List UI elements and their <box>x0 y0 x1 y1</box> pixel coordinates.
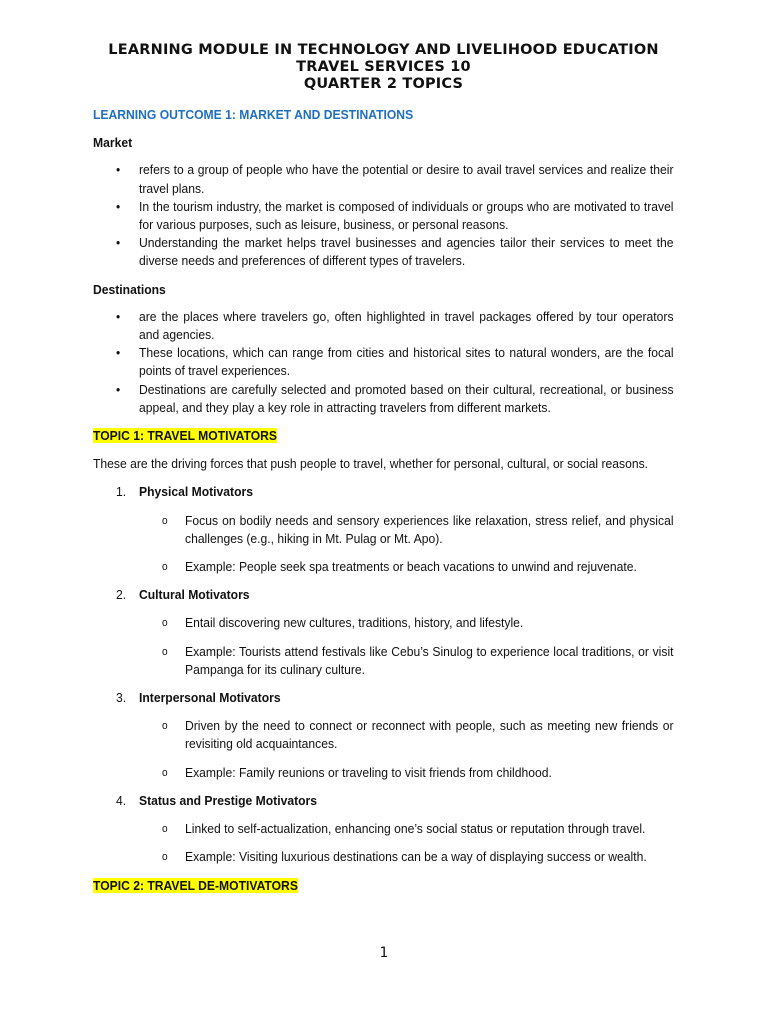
header-line-1: LEARNING MODULE IN TECHNOLOGY AND LIVELIHOOD EDUCATION <box>108 42 659 58</box>
circle-bullet-icon: o <box>162 561 168 574</box>
circle-bullet-icon: o <box>162 720 168 733</box>
item-number: 4. <box>116 792 127 808</box>
circle-bullet-icon: o <box>162 766 168 779</box>
circle-bullet-icon: o <box>162 851 168 864</box>
list-item: • These locations, which can range from cities and historical sites to natural wonders, are the focal points of travel experiences. <box>116 345 674 379</box>
document-page <box>93 42 674 895</box>
item-number: 2. <box>116 587 127 603</box>
list-item: o Focus on bodily needs and sensory experiences like relaxation, stress relief, and physical challenges (e.g., hiking in Mt. Pulag or Mt. Apo). <box>162 512 674 546</box>
bullet-icon: • <box>116 162 121 178</box>
list-item: o Driven by the need to connect or reconnect with people, such as meeting new friends or revisiting old acquaintances. <box>162 718 674 752</box>
list-item: • Understanding the market helps travel businesses and agencies tailor their services to meet the diverse needs and preferences of different types of travelers. <box>116 235 674 269</box>
document-header <box>93 42 674 93</box>
motivator-points <box>139 614 674 679</box>
list-item: • In the tourism industry, the market is composed of individuals or groups who are motivated to travel for various purposes, such as leisure, business, or personal reasons. <box>116 198 674 233</box>
motivator-title: Status and Prestige Motivators <box>139 792 317 808</box>
item-number: 1. <box>116 484 127 500</box>
list-item: o Entail discovering new cultures, traditions, history, and lifestyle. <box>139 614 674 632</box>
motivators-list <box>93 483 674 866</box>
motivator-points <box>139 820 674 866</box>
circle-bullet-icon: o <box>162 823 168 836</box>
list-item: o Example: Visiting luxurious destinations can be a way of displaying success or wealth. <box>139 848 674 866</box>
bullet-icon: • <box>116 198 121 214</box>
bullet-icon: • <box>116 345 121 361</box>
document-body <box>93 106 674 895</box>
item-number: 3. <box>116 690 127 706</box>
motivator-title: Physical Motivators <box>139 484 253 500</box>
list-item: o Example: Tourists attend festivals like Cebu’s Sinulog to experience local traditions, or visit Pampanga for its culinary culture. <box>162 643 674 677</box>
market-heading: Market <box>93 135 133 151</box>
list-item: • are the places where travelers go, often highlighted in travel packages offered by tour operators and agencies. <box>116 308 674 343</box>
page-number: 1 <box>379 945 389 961</box>
list-item: • Destinations are carefully selected and promoted based on their cultural, recreational, or business appeal, and they play a key role in attracting travelers from different markets. <box>116 381 674 415</box>
header-line-3: QUARTER 2 TOPICS <box>303 76 464 92</box>
motivator-points <box>139 717 674 782</box>
bullet-icon: • <box>116 308 121 324</box>
list-item: o Example: People seek spa treatments or beach vacations to unwind and rejuvenate. <box>139 558 674 576</box>
destinations-bullet-list <box>93 308 674 417</box>
bullet-icon: • <box>116 235 121 251</box>
topic-1-heading: TOPIC 1: TRAVEL MOTIVATORS <box>93 428 278 444</box>
circle-bullet-icon: o <box>162 514 168 527</box>
list-item: o Linked to self-actualization, enhancing one’s social status or reputation through travel. <box>139 820 674 838</box>
motivator-item <box>93 483 674 576</box>
bullet-icon: • <box>116 381 121 397</box>
motivator-title: Cultural Motivators <box>139 587 250 603</box>
topic-1-intro: These are the driving forces that push people to travel, whether for personal, cultural, or social reasons. <box>93 456 649 472</box>
topic-2-heading: TOPIC 2: TRAVEL DE-MOTIVATORS <box>93 877 298 893</box>
destinations-heading: Destinations <box>93 281 166 297</box>
circle-bullet-icon: o <box>162 645 168 658</box>
motivator-item <box>93 586 674 679</box>
list-item: o Example: Family reunions or traveling to visit friends from childhood. <box>139 764 674 782</box>
list-item: • refers to a group of people who have the potential or desire to avail travel services and realize their travel plans. <box>116 162 674 196</box>
motivator-item <box>93 689 674 782</box>
motivator-item <box>93 792 674 867</box>
motivator-title: Interpersonal Motivators <box>139 690 281 706</box>
header-line-2: TRAVEL SERVICES 10 <box>296 59 471 75</box>
learning-outcome-heading: LEARNING OUTCOME 1: MARKET AND DESTINATIONS <box>93 107 414 122</box>
circle-bullet-icon: o <box>162 617 168 630</box>
market-bullet-list <box>93 161 674 270</box>
motivator-points <box>139 512 674 577</box>
